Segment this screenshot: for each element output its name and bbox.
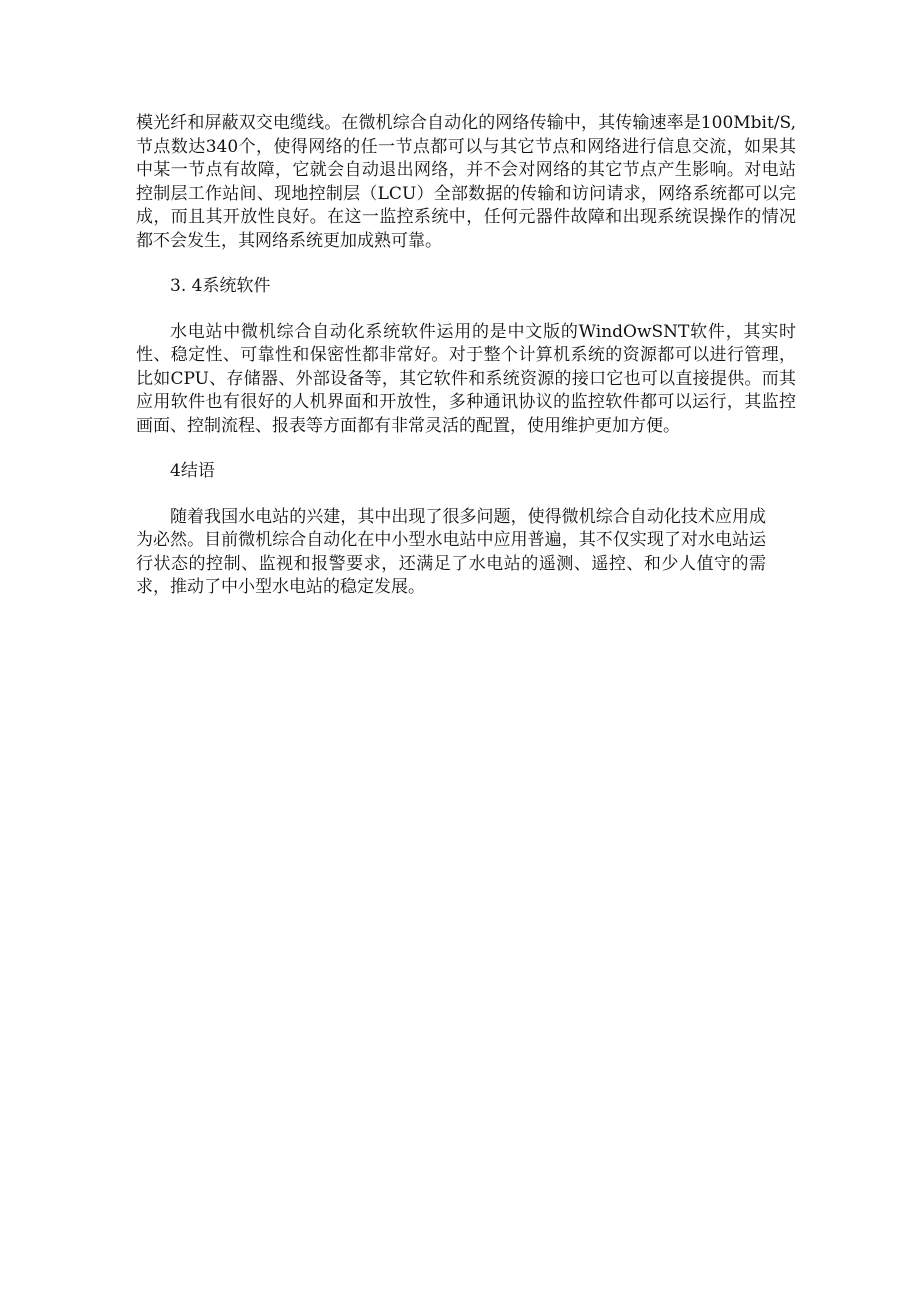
section-heading-conclusion: 4结语 — [170, 461, 215, 481]
section-heading-system-software: 3. 4系统软件 — [170, 276, 271, 296]
paragraph-conclusion: 随着我国水电站的兴建，其中出现了很多问题，使得微机综合自动化技术应用成为必然。目前微机综合自动化在中小型水电站中应用普遍，其不仅实现了对水电站运行状态的控制、监视和报警要求，还满足了水电站的遥测、遥控、和少人值守的需求，推动了中小型水电站的稳定发展。 — [136, 506, 766, 597]
paragraph-system-software: 水电站中微机综合自动化系统软件运用的是中文版的WindOwSNT软件，其实时性、稳定性、可靠性和保密性都非常好。对于整个计算机系统的资源都可以进行管理，比如CPU、存储器、外部设备等，其它软件和系统资源的接口它也可以直接提供。而其应用软件也有很好的人机界面和开放性，多种通讯协议的监控软件都可以运行，其监控画面、控制流程、报表等方面都有非常灵活的配置，使用维护更加方便。 — [136, 321, 796, 436]
paragraph-network-continued: 模光纤和屏蔽双交电缆线。在微机综合自动化的网络传输中，其传输速率是100Mbit/S,节点数达340个，使得网络的任一节点都可以与其它节点和网络进行信息交流，如果其中某一节点有故障，它就会自动退出网络，并不会对网络的其它节点产生影响。对电站控制层工作站间、现地控制层（LCU）全部数据的传输和访问请求，网络系统都可以完成，而且其开放性良好。在这一监控系统中，任何元器件故障和出现系统误操作的情况都不会发生，其网络系统更加成熟可靠。 — [136, 113, 796, 251]
document-body — [136, 112, 796, 600]
